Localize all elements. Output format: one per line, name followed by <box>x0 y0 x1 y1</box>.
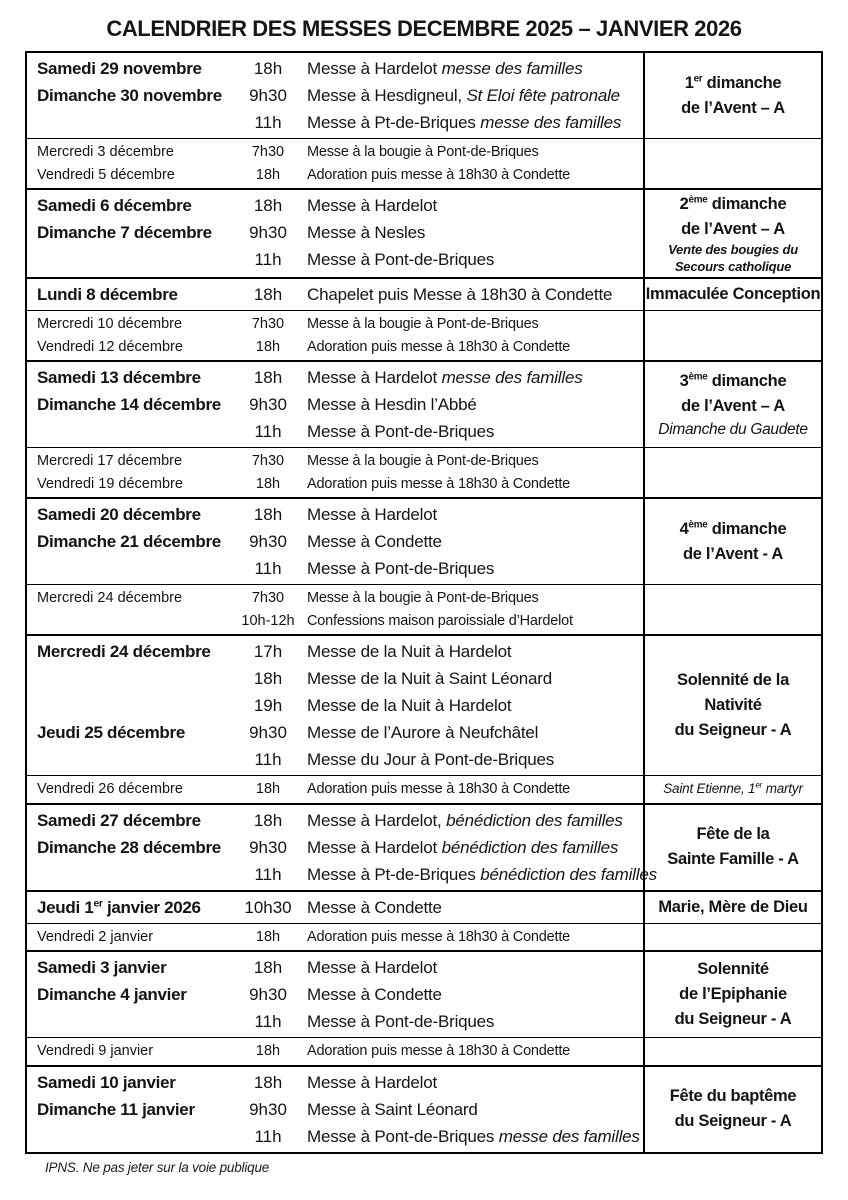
schedule-lines <box>27 190 643 277</box>
desc-cell: Messe à Nesles <box>307 223 426 242</box>
date-cell: Dimanche 11 janvier <box>37 1099 195 1119</box>
schedule-line <box>27 1069 643 1096</box>
schedule-lines <box>27 499 643 584</box>
date-cell: Dimanche 21 décembre <box>37 532 221 551</box>
schedule-lines <box>27 139 643 188</box>
schedule-line <box>27 219 643 246</box>
desc-cell: Chapelet puis Messe à 18h30 à Condette <box>307 285 613 304</box>
time-cell: 9h30 <box>249 837 287 857</box>
schedule-line <box>27 281 643 308</box>
time-cell: 11h <box>254 1126 282 1146</box>
schedule-line <box>27 313 643 336</box>
date-cell: Lundi 8 décembre <box>37 285 178 304</box>
schedule-line <box>27 55 643 82</box>
date-cell: Samedi 27 décembre <box>37 810 201 830</box>
calendar-group <box>27 584 821 634</box>
time-cell: 18h <box>255 338 281 355</box>
liturgy-label-line: Solennité de la <box>677 671 789 689</box>
liturgy-label-line: de l’Avent – A <box>681 220 785 238</box>
calendar-group <box>27 890 821 923</box>
schedule-line <box>27 391 643 418</box>
date-cell: Vendredi 5 décembre <box>37 166 175 183</box>
desc-cell: Adoration puis messe à 18h30 à Condette <box>307 928 571 945</box>
desc-cell: Adoration puis messe à 18h30 à Condette <box>307 1043 571 1059</box>
calendar-group <box>27 53 821 138</box>
desc-cell: Confessions maison paroissiale d’Hardelot <box>307 612 573 629</box>
schedule-line <box>27 473 643 496</box>
schedule-line <box>27 109 643 136</box>
liturgy-label-line: Fête du baptême <box>669 1087 797 1105</box>
liturgy-label-line: Fête de la <box>696 825 770 843</box>
schedule-line <box>27 141 643 164</box>
time-cell: 9h30 <box>249 395 287 414</box>
time-cell: 17h <box>253 642 283 661</box>
desc-cell: Messe à Hesdin l’Abbé <box>307 395 477 414</box>
liturgy-label-line: Nativité <box>704 696 762 714</box>
liturgy-label-cell <box>643 499 821 584</box>
calendar-group <box>27 950 821 1037</box>
time-cell: 7h30 <box>251 316 285 332</box>
desc-cell: Adoration puis messe à 18h30 à Condette <box>307 781 571 797</box>
calendar-group <box>27 497 821 584</box>
liturgy-label-line: de l’Avent - A <box>682 544 783 563</box>
date-cell: Vendredi 19 décembre <box>37 475 183 492</box>
desc-cell: Messe à Pont-de-Briques <box>307 250 495 269</box>
liturgy-label-cell <box>643 892 821 923</box>
time-cell: 11h <box>254 864 282 884</box>
schedule-lines <box>27 1038 643 1065</box>
schedule-line <box>27 501 643 528</box>
desc-cell: Messe à Hardelot <box>307 505 438 524</box>
schedule-line <box>27 926 643 949</box>
liturgy-label-line: Secours catholique <box>674 258 792 274</box>
liturgy-label-line: Sainte Famille - A <box>667 850 799 868</box>
calendar-group <box>27 188 821 277</box>
desc-cell: Messe à Condette <box>307 897 442 917</box>
schedule-line <box>27 692 643 719</box>
schedule-line <box>27 418 643 445</box>
time-cell: 7h30 <box>251 144 285 160</box>
liturgy-label-cell <box>643 139 821 188</box>
desc-cell: Messe du Jour à Pont-de-Briques <box>307 750 555 769</box>
liturgy-label-cell <box>643 279 821 310</box>
liturgy-label-cell <box>643 1038 821 1065</box>
liturgy-label-cell <box>643 776 821 803</box>
schedule-line <box>27 528 643 555</box>
desc-cell: Messe à Pt-de-Briques bénédiction des familles <box>307 864 657 884</box>
time-cell: 18h <box>253 958 283 977</box>
time-cell: 10h30 <box>244 897 292 917</box>
liturgy-label-cell <box>643 53 821 138</box>
calendar-group <box>27 360 821 447</box>
time-cell: 11h <box>254 422 282 441</box>
date-cell: Mercredi 10 décembre <box>37 316 183 332</box>
schedule-lines <box>27 805 657 890</box>
desc-cell: Messe à Hardelot messe des familles <box>307 368 583 387</box>
schedule-line <box>27 981 643 1008</box>
liturgy-label-cell <box>643 952 821 1037</box>
schedule-lines <box>27 448 643 497</box>
time-cell: 9h30 <box>249 723 287 742</box>
date-cell: Samedi 6 décembre <box>37 196 192 215</box>
time-cell: 11h <box>254 250 282 269</box>
schedule-line <box>27 638 643 665</box>
liturgy-label-line: 2ème dimanche <box>679 194 787 213</box>
page-title: CALENDRIER DES MESSES DECEMBRE 2025 – JANVIER 2026 <box>106 16 742 41</box>
date-cell: Samedi 10 janvier <box>37 1072 176 1092</box>
desc-cell: Adoration puis messe à 18h30 à Condette <box>307 338 571 355</box>
schedule-lines <box>27 892 643 923</box>
desc-cell: Messe à la bougie à Pont-de-Briques <box>307 316 539 332</box>
liturgy-label-line: du Seigneur - A <box>674 1112 792 1130</box>
calendar-group <box>27 923 821 951</box>
schedule-line <box>27 894 643 921</box>
time-cell: 18h <box>253 1072 283 1092</box>
date-cell: Mercredi 24 décembre <box>37 642 211 661</box>
time-cell: 18h <box>253 505 283 524</box>
date-cell: Vendredi 2 janvier <box>37 928 154 945</box>
schedule-line <box>27 164 643 187</box>
desc-cell: Messe à Hardelot <box>307 958 438 977</box>
desc-cell: Messe à Pont-de-Briques <box>307 1012 495 1031</box>
desc-cell: Messe à Hardelot <box>307 1072 438 1092</box>
calendar-table <box>25 51 823 1154</box>
desc-cell: Messe de la Nuit à Hardelot <box>307 696 512 715</box>
schedule-line <box>27 1008 643 1035</box>
desc-cell: Messe à Condette <box>307 532 442 551</box>
desc-cell: Messe à Pont-de-Briques <box>307 422 495 441</box>
footer-note: IPNS. Ne pas jeter sur la voie publique <box>45 1159 270 1175</box>
schedule-line <box>27 954 643 981</box>
desc-cell: Adoration puis messe à 18h30 à Condette <box>307 166 571 183</box>
calendar-group <box>27 634 821 775</box>
schedule-line <box>27 778 643 801</box>
date-cell: Mercredi 24 décembre <box>37 590 183 606</box>
desc-cell: Messe à Condette <box>307 985 442 1004</box>
schedule-line <box>27 587 643 610</box>
liturgy-label-cell <box>643 636 821 775</box>
schedule-line <box>27 246 643 273</box>
desc-cell: Messe à Hardelot bénédiction des familles <box>307 837 619 857</box>
time-cell: 18h <box>255 928 281 945</box>
time-cell: 10h-12h <box>241 612 295 629</box>
time-cell: 18h <box>253 59 283 78</box>
liturgy-label-cell <box>643 805 821 890</box>
time-cell: 11h <box>254 1012 282 1031</box>
calendar-group <box>27 447 821 497</box>
schedule-lines <box>27 776 643 803</box>
time-cell: 11h <box>254 113 282 132</box>
time-cell: 11h <box>254 559 282 578</box>
date-cell: Mercredi 17 décembre <box>37 453 183 469</box>
time-cell: 9h30 <box>249 86 287 105</box>
schedule-line <box>27 746 643 773</box>
date-cell: Samedi 20 décembre <box>37 505 201 524</box>
date-cell: Dimanche 28 décembre <box>37 837 221 857</box>
desc-cell: Messe à Hardelot messe des familles <box>307 59 583 78</box>
schedule-lines <box>27 636 643 775</box>
time-cell: 9h30 <box>249 1099 287 1119</box>
schedule-lines <box>27 924 643 951</box>
liturgy-label-cell <box>643 448 821 497</box>
desc-cell: Messe à Hesdigneul, St Eloi fête patronale <box>307 86 620 105</box>
time-cell: 18h <box>255 166 281 183</box>
liturgy-label-cell <box>643 924 821 951</box>
liturgy-label-line: Marie, Mère de Dieu <box>658 897 808 916</box>
liturgy-label-line: du Seigneur - A <box>674 1010 792 1028</box>
date-cell: Dimanche 7 décembre <box>37 223 212 242</box>
liturgy-label-cell <box>643 585 821 634</box>
time-cell: 18h <box>255 781 281 797</box>
desc-cell: Messe à la bougie à Pont-de-Briques <box>307 144 539 160</box>
calendar-group <box>27 775 821 803</box>
schedule-lines <box>27 1067 643 1152</box>
time-cell: 18h <box>253 368 283 387</box>
liturgy-label-line: Vente des bougies du <box>668 242 798 257</box>
desc-cell: Messe à Hardelot <box>307 196 438 215</box>
time-cell: 19h <box>253 696 283 715</box>
time-cell: 18h <box>255 1043 281 1059</box>
calendar-group <box>27 310 821 360</box>
liturgy-label-line: Saint Etienne, 1er martyr <box>663 780 803 797</box>
liturgy-label-line: 3ème dimanche <box>679 371 787 390</box>
date-cell: Mercredi 3 décembre <box>37 144 174 160</box>
desc-cell: Messe de la Nuit à Saint Léonard <box>307 669 552 688</box>
liturgy-label-line: 4ème dimanche <box>679 519 787 538</box>
calendar-group <box>27 1065 821 1152</box>
time-cell: 7h30 <box>251 453 285 469</box>
schedule-line <box>27 665 643 692</box>
schedule-line <box>27 1040 643 1063</box>
schedule-line <box>27 555 643 582</box>
desc-cell: Messe à Pt-de-Briques messe des familles <box>307 113 622 132</box>
liturgy-label-line: Solennité <box>697 960 769 978</box>
time-cell: 18h <box>253 810 283 830</box>
schedule-lines <box>27 952 643 1037</box>
date-cell: Samedi 29 novembre <box>37 59 202 78</box>
time-cell: 18h <box>253 196 283 215</box>
schedule-line <box>27 1096 643 1123</box>
liturgy-label-cell <box>643 190 821 277</box>
liturgy-label-line: de l’Epiphanie <box>679 985 787 1003</box>
time-cell: 11h <box>254 750 282 769</box>
schedule-lines <box>27 53 643 138</box>
schedule-line <box>27 834 643 861</box>
schedule-line <box>27 610 643 633</box>
calendar-group <box>27 138 821 188</box>
liturgy-label-line: 1er dimanche <box>684 73 782 92</box>
date-cell: Vendredi 12 décembre <box>37 338 183 355</box>
time-cell: 18h <box>253 285 283 304</box>
schedule-line <box>27 450 643 473</box>
date-cell: Dimanche 4 janvier <box>37 985 187 1004</box>
schedule-line <box>27 1123 643 1150</box>
time-cell: 18h <box>253 669 283 688</box>
liturgy-label-line: de l’Avent – A <box>681 98 785 117</box>
date-cell: Dimanche 14 décembre <box>37 395 221 414</box>
time-cell: 9h30 <box>249 532 287 551</box>
date-cell: Dimanche 30 novembre <box>37 86 222 105</box>
date-cell: Vendredi 9 janvier <box>37 1043 154 1059</box>
date-cell: Vendredi 26 décembre <box>37 781 183 797</box>
liturgy-label-line: de l’Avent – A <box>681 397 785 415</box>
calendar-group <box>27 277 821 310</box>
liturgy-label-cell <box>643 362 821 447</box>
desc-cell: Messe à Pont-de-Briques <box>307 559 495 578</box>
date-cell: Jeudi 1er janvier 2026 <box>37 897 201 917</box>
schedule-lines <box>27 362 643 447</box>
schedule-line <box>27 719 643 746</box>
time-cell: 18h <box>255 475 281 492</box>
desc-cell: Adoration puis messe à 18h30 à Condette <box>307 475 571 492</box>
schedule-line <box>27 364 643 391</box>
liturgy-label-cell <box>643 311 821 360</box>
date-cell: Jeudi 25 décembre <box>37 723 185 742</box>
schedule-lines <box>27 311 643 360</box>
liturgy-label-line: Immaculée Conception <box>645 285 821 303</box>
calendar-group <box>27 803 821 890</box>
desc-cell: Messe à Pont-de-Briques messe des familles <box>307 1126 640 1146</box>
desc-cell: Messe à la bougie à Pont-de-Briques <box>307 590 539 606</box>
desc-cell: Messe de l’Aurore à Neufchâtel <box>307 723 539 742</box>
schedule-line <box>27 336 643 359</box>
calendar-group <box>27 1037 821 1065</box>
time-cell: 7h30 <box>251 590 285 606</box>
liturgy-label-cell <box>643 1067 821 1152</box>
desc-cell: Messe à Hardelot, bénédiction des familles <box>307 810 623 830</box>
desc-cell: Messe à Saint Léonard <box>307 1099 478 1119</box>
time-cell: 9h30 <box>249 985 287 1004</box>
date-cell: Samedi 3 janvier <box>37 958 167 977</box>
time-cell: 9h30 <box>249 223 287 242</box>
schedule-line <box>27 861 657 888</box>
schedule-lines <box>27 279 643 310</box>
schedule-lines <box>27 585 643 634</box>
schedule-line <box>27 82 643 109</box>
desc-cell: Messe à la bougie à Pont-de-Briques <box>307 453 539 469</box>
schedule-line <box>27 807 643 834</box>
liturgy-label-line: du Seigneur - A <box>674 721 792 739</box>
liturgy-label-line: Dimanche du Gaudete <box>658 421 808 438</box>
desc-cell: Messe de la Nuit à Hardelot <box>307 642 512 661</box>
schedule-line <box>27 192 643 219</box>
date-cell: Samedi 13 décembre <box>37 368 201 387</box>
